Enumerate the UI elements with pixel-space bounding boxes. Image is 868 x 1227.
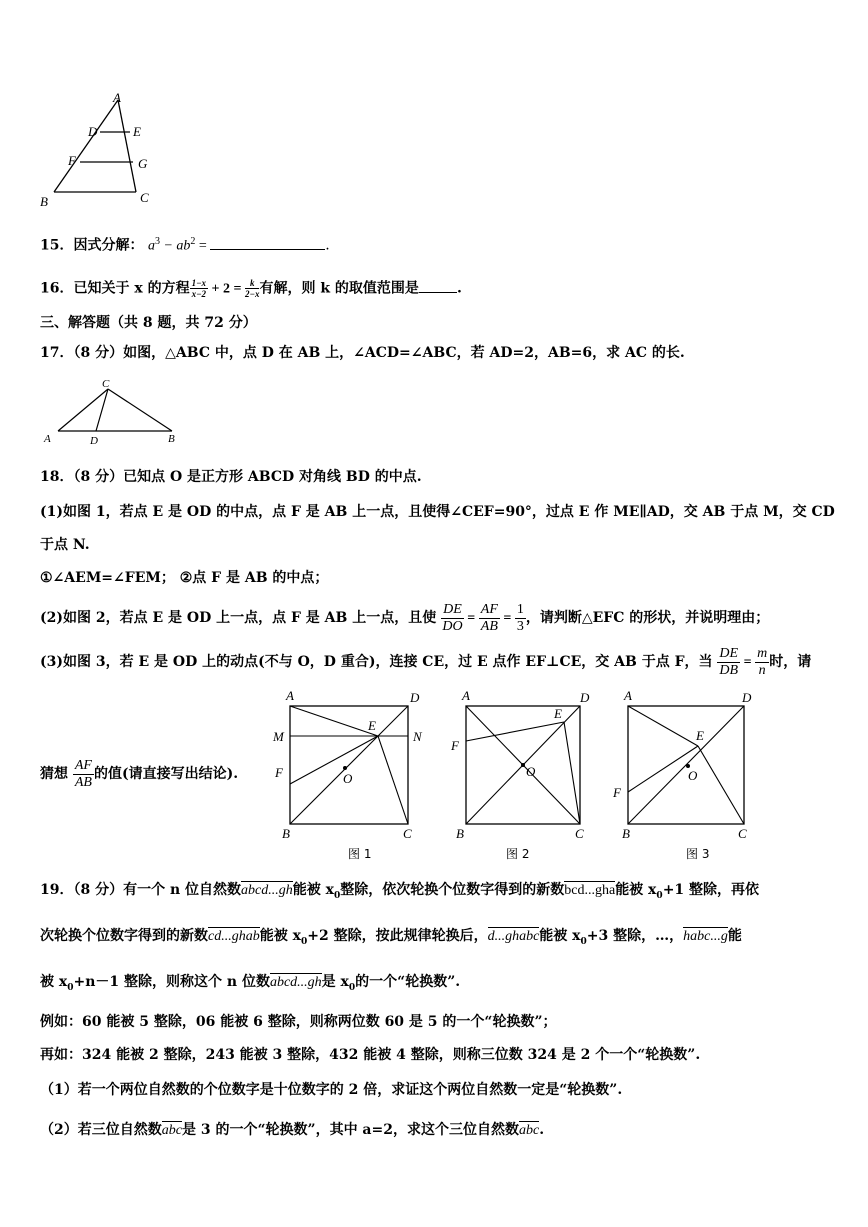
label-c: C xyxy=(140,190,149,205)
label-f: F xyxy=(451,738,459,753)
label-n: N xyxy=(413,729,422,744)
label-b: B xyxy=(40,194,48,209)
answer-blank[interactable] xyxy=(210,249,325,250)
question-19-example2: 再如：324 能被 2 整除，243 能被 3 整除，432 能被 4 整除，则称三位数 324 是 2 个一个“轮换数”. xyxy=(40,1047,701,1063)
label-b: B xyxy=(622,826,630,841)
label-d: D xyxy=(742,690,752,705)
label-f: F xyxy=(613,785,621,800)
question-19-line1: 19．（8 分）有一个 n 位自然数abcd...gh能被 $x_0$整除，依次轮换个位数字得到的新数bcd...gha能被 $x_0+1$ 整除，再依 xyxy=(40,882,760,901)
label-a: A xyxy=(44,433,51,445)
question-18-intro: 18．（8 分）已知点 O 是正方形 ABCD 对角线 BD 的中点. xyxy=(40,469,422,485)
label-g: G xyxy=(138,156,148,171)
label-d: D xyxy=(410,690,420,705)
figure-2-caption: 图 2 xyxy=(506,847,530,861)
question-19-line2: 次轮换个位数字得到的新数cd...ghab能被 $x_0+2$ 整除，按此规律轮换后，d...ghabc能被 $x_0+3$ 整除，…，habc...g能 xyxy=(40,928,742,947)
label-o: O xyxy=(526,764,536,779)
label-d: D xyxy=(90,435,98,446)
label-e: E xyxy=(133,124,141,139)
question-18-part3: (3)如图 3，若 E 是 OD 上的动点(不与 O，D 重合)，连接 CE，过 E 点作 EF⊥CE，交 AB 于点 F，当 $\frac{DE}{DB}$ = $\frac{m}{n}$ 时，请 xyxy=(40,645,812,678)
question-18-part1-cont: 于点 N. xyxy=(40,537,90,553)
question-18-part1: (1)如图 1，若点 E 是 OD 的中点，点 F 是 AB 上一点，且使得∠CEF=90°，过点 E 作 ME∥AD，交 AB 于点 M，交 CD xyxy=(40,504,835,520)
question-16: 16．已知关于 x 的方程 $\frac{1-x}{x-2}$ + 2 = $\frac{k}{2-x}$ 有解，则 k 的取值范围是 . xyxy=(40,278,462,299)
label-a: A xyxy=(624,688,632,703)
label-c: C xyxy=(738,826,747,841)
answer-blank[interactable] xyxy=(419,292,457,293)
label-c: C xyxy=(102,378,110,390)
question-17: 17．（8 分）如图，△ABC 中，点 D 在 AB 上，∠ACD=∠ABC，若 AD=2，AB=6，求 AC 的长. xyxy=(40,345,685,361)
label-b: B xyxy=(456,826,464,841)
question-19-line3: 被 $x_0+n-1$ 整除，则称这个 n 位数abcd...gh是 $x_0$的一个“轮换数”. xyxy=(40,974,461,993)
question-19-part2: （2）若三位自然数abc是 3 的一个“轮换数”，其中 a=2，求这个三位自然数abc. xyxy=(40,1122,545,1138)
label-a: A xyxy=(286,688,294,703)
label-a: A xyxy=(462,688,470,703)
label-f: F xyxy=(275,765,283,780)
label-e: E xyxy=(696,728,704,743)
label-e: E xyxy=(368,718,376,733)
label-o: O xyxy=(343,771,353,786)
question-18-guess: 猜想 $\frac{AF}{AB}$ 的值(请直接写出结论). xyxy=(40,757,239,790)
label-b: B xyxy=(282,826,290,841)
label-m: M xyxy=(273,729,284,744)
figure-q17 xyxy=(40,376,185,446)
question-18-part2: (2)如图 2，若点 E 是 OD 上一点，点 F 是 AB 上一点，且使 $\frac{DE}{DO}$ = $\frac{AF}{AB}$ = $\frac{1}{3}$ ，请判断△EFC 的形状，并说明理由； xyxy=(40,601,770,634)
figure-3-caption: 图 3 xyxy=(686,847,710,861)
label-d: D xyxy=(88,124,98,139)
question-15: 15．因式分解： $a^3 - ab^2$ = . xyxy=(40,236,330,254)
label-a: A xyxy=(113,90,121,105)
label-d: D xyxy=(580,690,590,705)
label-b: B xyxy=(168,433,175,445)
figure-triangle-abc-top xyxy=(36,88,166,212)
figure-2 xyxy=(446,688,606,863)
label-e: E xyxy=(554,706,562,721)
figure-1-caption: 图 1 xyxy=(348,847,372,861)
section-heading: 三、解答题（共 8 题，共 72 分） xyxy=(40,315,257,331)
label-c: C xyxy=(403,826,412,841)
question-19-part1: （1）若一个两位自然数的个位数字是十位数字的 2 倍，求证这个两位自然数一定是“轮换数”. xyxy=(40,1082,623,1098)
label-f: F xyxy=(68,153,76,168)
figure-1 xyxy=(270,688,440,863)
figure-3 xyxy=(608,688,768,863)
label-c: C xyxy=(575,826,584,841)
label-o: O xyxy=(688,768,698,783)
question-18-part1-claims: ①∠AEM=∠FEM； ②点 F 是 AB 的中点； xyxy=(40,570,329,586)
question-19-example1: 例如：60 能被 5 整除，06 能被 6 整除，则称两位数 60 是 5 的一个“轮换数”； xyxy=(40,1014,557,1030)
